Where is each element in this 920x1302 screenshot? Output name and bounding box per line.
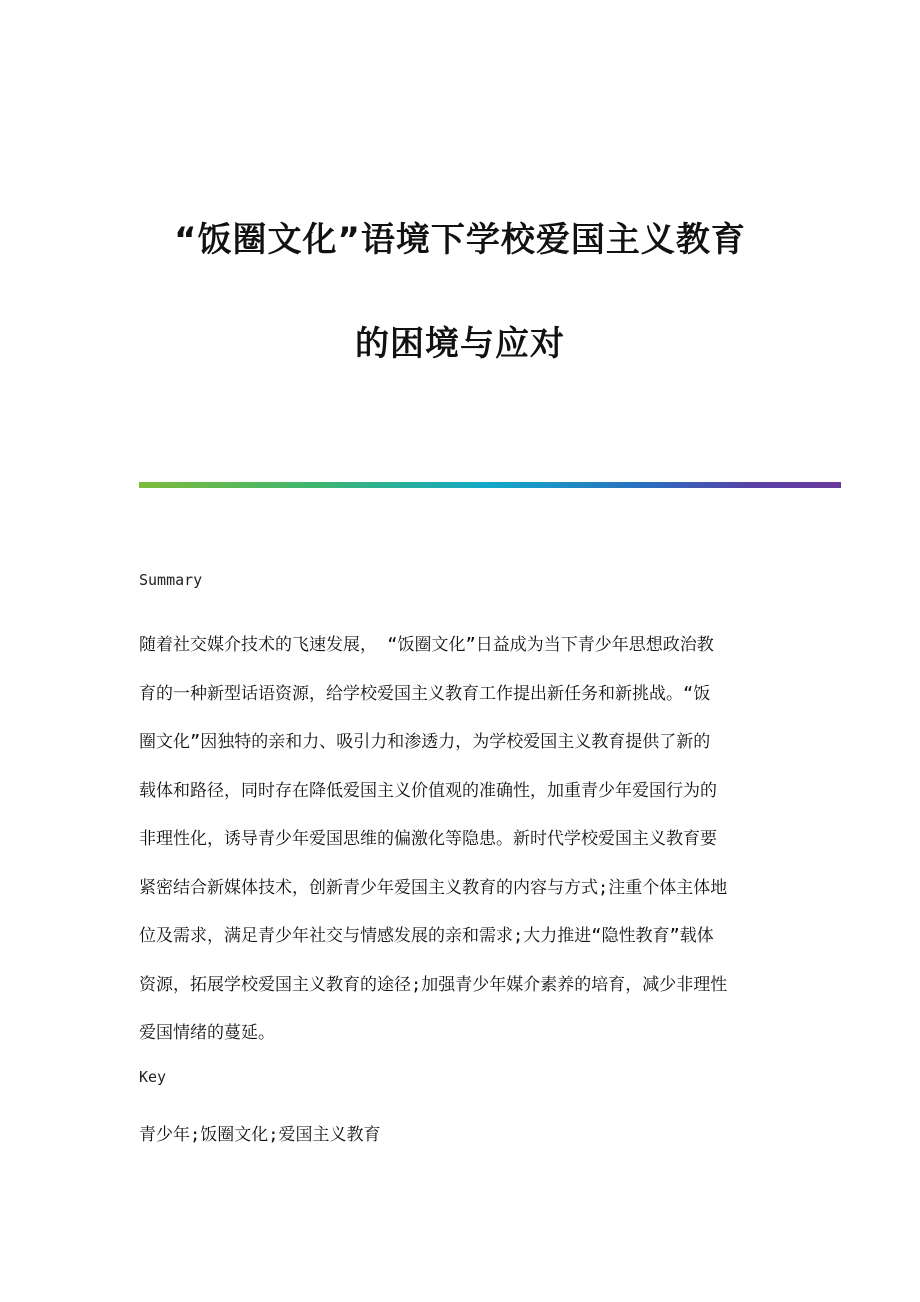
- abstract-line: 资源，拓展学校爱国主义教育的途径;加强青少年媒介素养的培育，减少非理性: [139, 974, 728, 995]
- keywords-text: 青少年;饭圈文化;爱国主义教育: [139, 1125, 381, 1145]
- abstract-line: 圈文化”因独特的亲和力、吸引力和渗透力，为学校爱国主义教育提供了新的: [139, 732, 711, 752]
- abstract-paragraph: [139, 621, 781, 1058]
- summary-heading: Summary: [139, 571, 203, 589]
- abstract-line: 随着社交媒介技术的飞速发展， “饭圈文化”日益成为当下青少年思想政治教: [139, 635, 714, 655]
- gradient-divider: [139, 482, 841, 488]
- abstract-line: 非理性化，诱导青少年爱国思维的偏激化等隐患。新时代学校爱国主义教育要: [139, 829, 717, 849]
- abstract-line: 紧密结合新媒体技术，创新青少年爱国主义教育的内容与方式;注重个体主体地: [139, 877, 728, 898]
- abstract-line: 爱国情绪的蔓延。: [139, 1023, 275, 1043]
- document-title-line-2: 的困境与应对: [355, 324, 565, 364]
- key-heading: Key: [139, 1068, 167, 1086]
- document-title-line-1: “饭圈文化”语境下学校爱国主义教育: [174, 220, 746, 260]
- abstract-line: 载体和路径，同时存在降低爱国主义价值观的准确性，加重青少年爱国行为的: [139, 780, 717, 801]
- abstract-line: 育的一种新型话语资源，给学校爱国主义教育工作提出新任务和新挑战。“饭: [139, 683, 711, 704]
- abstract-line: 位及需求，满足青少年社交与情感发展的亲和需求;大力推进“隐性教育”载体: [139, 926, 714, 946]
